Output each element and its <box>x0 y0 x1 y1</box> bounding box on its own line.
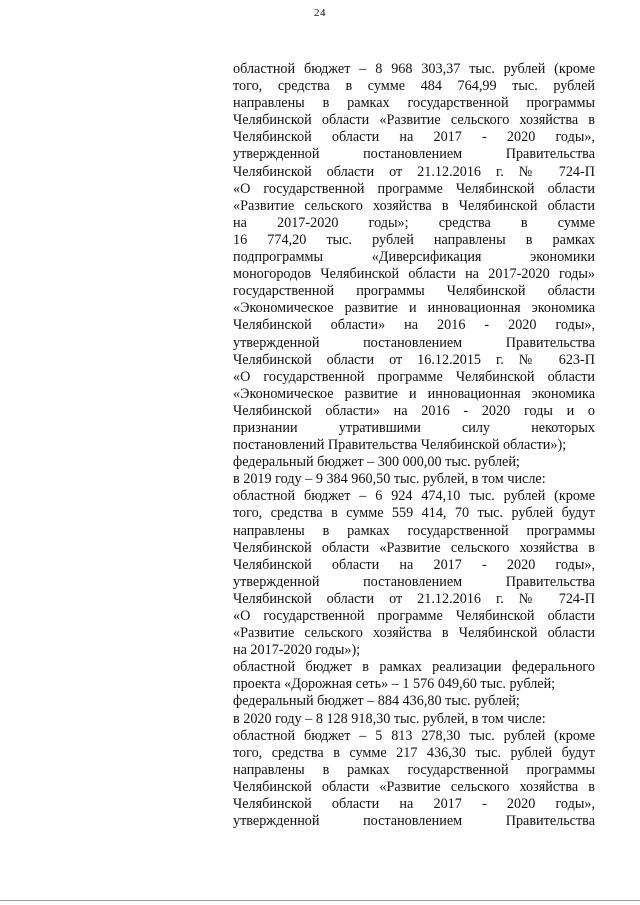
text-line: «О государственной программе Челябинской области <box>233 368 595 385</box>
text-line: проекта «Дорожная сеть» – 1 576 049,60 тыс. рублей; <box>233 676 556 693</box>
text-line: на 2017-2020 годы»); <box>233 642 361 659</box>
text-line: Челябинской области «Развитие сельского хозяйства в <box>233 539 595 556</box>
text-line: «Развитие сельского хозяйства в Челябинской области <box>233 625 595 642</box>
text-line: государственной программы Челябинской области <box>233 283 595 300</box>
text-line: «О государственной программе Челябинской области <box>233 180 595 197</box>
text-line: подпрограммы «Диверсификация экономики <box>233 249 595 266</box>
text-line: федеральный бюджет – 884 436,80 тыс. рублей; <box>233 693 520 710</box>
text-line: Челябинской области на 2017 - 2020 годы», <box>233 129 595 146</box>
text-line: направлены в рамках государственной программы <box>233 95 595 112</box>
text-line: на 2017-2020 годы»; средства в сумме <box>233 214 595 231</box>
text-line: Челябинской области» на 2016 - 2020 годы», <box>233 317 595 334</box>
text-line: областной бюджет – 8 968 303,37 тыс. рублей (кроме <box>233 61 595 77</box>
text-line: «Развитие сельского хозяйства в Челябинской области <box>233 197 595 214</box>
text-line: утвержденной постановлением Правительства <box>233 334 595 351</box>
text-line: Челябинской области на 2017 - 2020 годы», <box>233 556 595 573</box>
text-line: того, средства в сумме 559 414, 70 тыс. рублей будут <box>233 505 595 522</box>
text-line: постановлений Правительства Челябинской области»); <box>233 437 567 454</box>
text-line: моногородов Челябинской области на 2017-2020 годы» <box>233 266 595 283</box>
text-line: в 2020 году – 8 128 918,30 тыс. рублей, в том числе: <box>233 710 546 727</box>
text-line: Челябинской области» на 2016 - 2020 годы и о <box>233 402 595 419</box>
text-line: того, средства в сумме 484 764,99 тыс. рублей <box>233 78 595 95</box>
text-line: областной бюджет – 6 924 474,10 тыс. рублей (кроме <box>233 488 595 505</box>
text-line: признании утратившими силу некоторых <box>233 419 595 436</box>
text-line: утвержденной постановлением Правительства <box>233 813 595 830</box>
text-line: Челябинской области «Развитие сельского хозяйства в <box>233 112 595 129</box>
text-line: направлены в рамках государственной программы <box>233 761 595 778</box>
page-bottom-edge <box>0 900 640 901</box>
text-line: 16 774,20 тыс. рублей направлены в рамках <box>233 231 595 248</box>
text-line: «О государственной программе Челябинской области <box>233 608 595 624</box>
text-line: утвержденной постановлением Правительства <box>233 146 595 163</box>
text-line: Челябинской области на 2017 - 2020 годы», <box>233 796 595 813</box>
text-line: Челябинской области от 16.12.2015 г. № 623-П <box>233 351 595 368</box>
text-line: «Экономическое развитие и инновационная экономика <box>233 385 595 402</box>
text-line: федеральный бюджет – 300 000,00 тыс. рублей; <box>233 454 520 471</box>
text-line: Челябинской области от 21.12.2016 г. № 724-П <box>233 163 595 180</box>
document-body <box>233 61 595 830</box>
text-line: областной бюджет – 5 813 278,30 тыс. рублей (кроме <box>233 727 595 744</box>
page-number: 24 <box>314 7 326 19</box>
text-line: в 2019 году – 9 384 960,50 тыс. рублей, в том числе: <box>233 471 546 488</box>
text-line: направлены в рамках государственной программы <box>233 522 595 539</box>
text-line: того, средства в сумме 217 436,30 тыс. рублей будут <box>233 744 595 761</box>
text-line: областной бюджет в рамках реализации федерального <box>233 659 595 676</box>
text-line: Челябинской области «Развитие сельского хозяйства в <box>233 778 595 795</box>
text-line: Челябинской области от 21.12.2016 г. № 724-П <box>233 590 595 607</box>
text-line: утвержденной постановлением Правительства <box>233 573 595 590</box>
text-line: «Экономическое развитие и инновационная экономика <box>233 300 595 317</box>
